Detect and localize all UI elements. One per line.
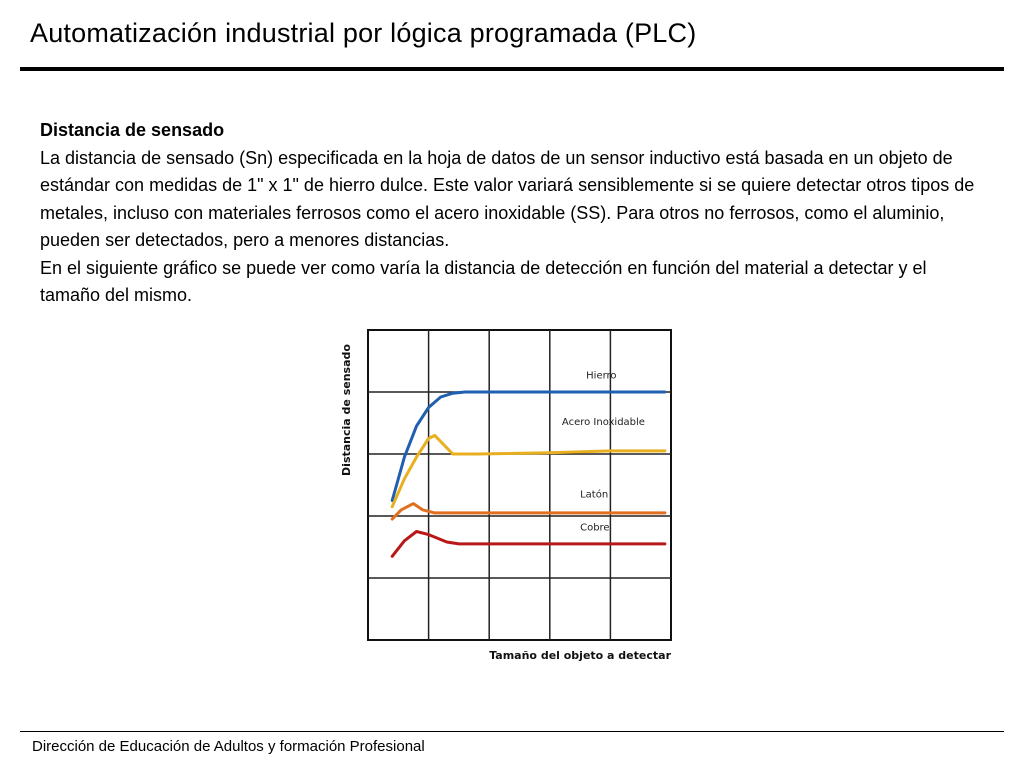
footer-text: Dirección de Educación de Adultos y formación Profesional <box>32 738 425 755</box>
plot-frame <box>368 330 671 640</box>
chart-svg <box>330 320 690 670</box>
series-label: Cobre <box>580 522 610 534</box>
sensing-distance-chart <box>330 320 690 670</box>
y-axis-label: Distancia de sensado <box>340 344 353 476</box>
paragraph-2: En el siguiente gráfico se puede ver como varía la distancia de detección en función del material a detectar y el tamaño del mismo. <box>40 257 927 305</box>
title-divider <box>20 67 1004 71</box>
series-label: Hierro <box>586 370 617 382</box>
paragraph-1: La distancia de sensado (Sn) especificada en la hoja de datos de un sensor inductivo está basada en un objeto de estándar con medidas de 1" x 1" de hierro dulce. Este valor variará sensiblemente si se quiere detectar otros tipos de metales, incluso con materiales ferrosos como el acero inoxidable (SS). Para otros no ferrosos, como el aluminio, pueden ser detectados, pero a menores distancias. <box>40 147 975 250</box>
series-label: Acero Inoxidable <box>561 416 645 428</box>
body-text <box>40 117 990 310</box>
x-axis-label: Tamaño del objeto a detectar <box>489 649 671 662</box>
slide-title: Automatización industrial por lógica programada (PLC) <box>30 18 697 48</box>
series-label: Latón <box>580 489 609 501</box>
footer-divider <box>20 731 1004 732</box>
section-heading: Distancia de sensado <box>40 120 225 140</box>
